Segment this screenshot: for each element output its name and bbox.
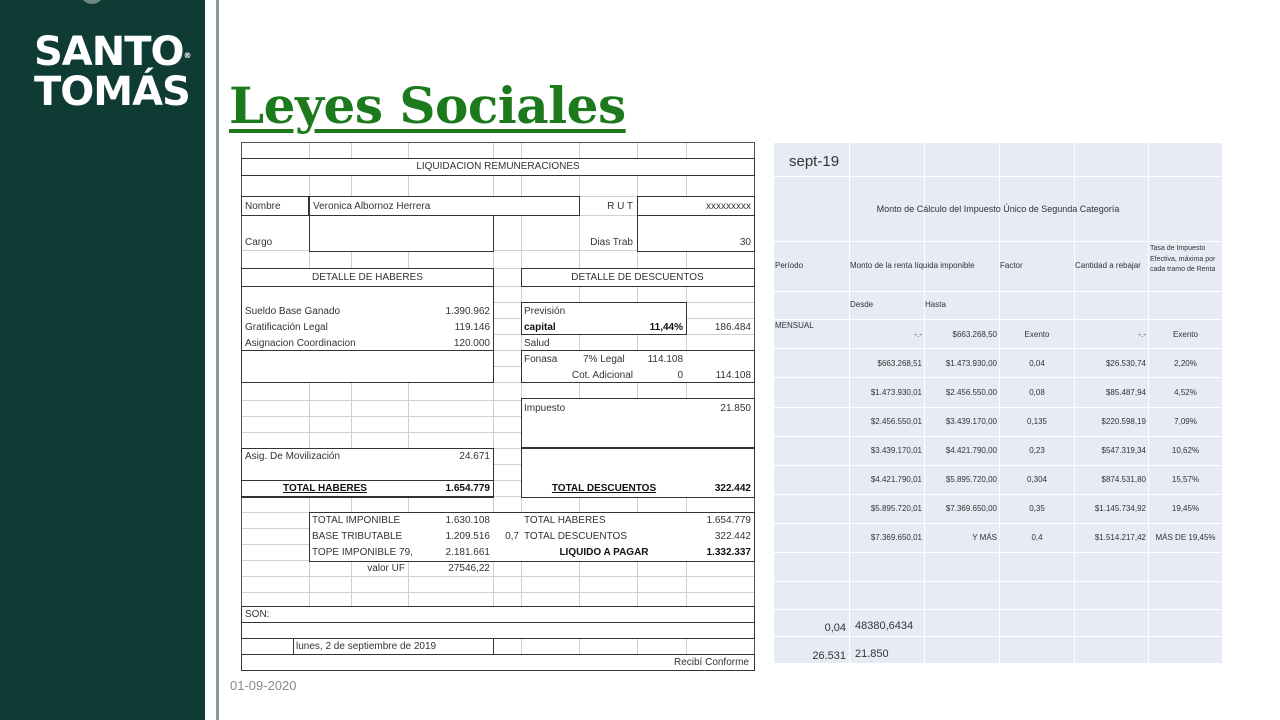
capital-pct: 11,44% xyxy=(649,322,683,333)
santo-tomas-logo: SANTO® TOMÁS xyxy=(34,29,191,115)
tax-row-hasta: $3.439.170,00 xyxy=(945,417,997,426)
tax-row-factor: 0,135 xyxy=(1026,417,1048,426)
total-descuentos-value: 322.442 xyxy=(714,483,751,494)
tax-row-hasta: $5.895.720,00 xyxy=(945,475,997,484)
liquido-value: 1.332.337 xyxy=(706,547,751,558)
tax-row-hasta: $2.456.550,00 xyxy=(945,388,997,397)
sheet-header: LIQUIDACION REMUNERACIONES xyxy=(416,161,580,172)
tax-row-tasa: 10,62% xyxy=(1171,446,1200,455)
calc-rebaja: 26.531 xyxy=(812,650,846,662)
sum-descuentos-value: 322.442 xyxy=(714,531,751,542)
base-factor: 0,7 xyxy=(505,531,519,542)
col-desde: Desde xyxy=(850,300,874,309)
tax-row-hasta: Y MÁS xyxy=(972,533,997,542)
tax-row-desde: -.- xyxy=(914,330,922,339)
col-monto: Monto de la renta líquida imponible xyxy=(850,261,975,270)
tax-row-rebajar: $874.531,80 xyxy=(1101,475,1146,484)
tax-row-rebajar: $1.514.217,42 xyxy=(1094,533,1146,542)
period-label: sept-19 xyxy=(789,153,840,170)
tope-value: 2.181.661 xyxy=(445,547,490,558)
tax-row-hasta: $4.421.790,00 xyxy=(945,446,997,455)
sum-haberes-value: 1.654.779 xyxy=(706,515,751,526)
col-periodo: Período xyxy=(775,261,804,270)
tax-row-factor: 0,23 xyxy=(1029,446,1045,455)
tax-row-tasa: 2,20% xyxy=(1174,359,1197,368)
nombre-value: Veronica Albornoz Herrera xyxy=(313,201,431,212)
tax-row-desde: $2.456.550,01 xyxy=(870,417,922,426)
tax-title: Monto de Cálculo del Impuesto Único de Segunda Categoría xyxy=(876,204,1120,214)
tax-row-tasa: Exento xyxy=(1173,330,1198,339)
rut-label: R U T xyxy=(607,201,633,212)
haber-value: 119.146 xyxy=(454,322,490,333)
tax-row-desde: $1.473.930,01 xyxy=(870,388,922,397)
tax-row-desde: $7.369.650,01 xyxy=(870,533,922,542)
base-tributable-value: 1.209.516 xyxy=(445,531,490,542)
capital-label: capital xyxy=(524,322,556,333)
total-imponible-value: 1.630.108 xyxy=(445,515,490,526)
tax-row-factor: 0,35 xyxy=(1029,504,1045,513)
tax-row-tasa: 19,45% xyxy=(1171,504,1200,513)
liquido-label: LIQUIDO A PAGAR xyxy=(559,547,649,558)
tax-row-hasta: $1.473.930,00 xyxy=(945,359,997,368)
mensual-label: MENSUAL xyxy=(775,321,814,330)
tax-row-desde: $3.439.170,01 xyxy=(870,446,922,455)
tax-row-tasa: 4,52% xyxy=(1174,388,1197,397)
recibi-text: Recibí Conforme xyxy=(673,657,749,668)
movilizacion-value: 24.671 xyxy=(459,451,490,462)
tax-row-factor: 0,04 xyxy=(1029,359,1045,368)
total-descuentos-label: TOTAL DESCUENTOS xyxy=(551,483,657,494)
tax-row-rebajar: $26.530,74 xyxy=(1105,359,1146,368)
son-label: SON: xyxy=(245,609,270,620)
sum-descuentos-label: TOTAL DESCUENTOS xyxy=(524,531,627,542)
sum-haberes-label: TOTAL HABERES xyxy=(524,515,606,526)
calc-product: 48380,6434 xyxy=(855,620,914,632)
tax-row-hasta: $7.369.650,00 xyxy=(945,504,997,513)
prevision-label: Previsión xyxy=(524,306,566,317)
payroll-sheet xyxy=(241,142,755,671)
col-rebajar: Cantidad a rebajar xyxy=(1075,261,1141,270)
haber-label: Sueldo Base Ganado xyxy=(245,306,341,317)
cot-label: Cot. Adicional xyxy=(571,370,633,381)
slide-title: Leyes Sociales xyxy=(229,76,626,135)
tax-row-factor: 0,4 xyxy=(1031,533,1043,542)
tax-row-rebajar: $1.145.734,92 xyxy=(1094,504,1146,513)
capital-value: 186.484 xyxy=(714,322,751,333)
col-factor: Factor xyxy=(1000,261,1023,270)
total-imponible-label: TOTAL IMPONIBLE xyxy=(312,515,401,526)
tax-row-rebajar: -.- xyxy=(1138,330,1146,339)
tax-table xyxy=(774,143,1222,663)
fecha-text: lunes, 2 de septiembre de 2019 xyxy=(296,641,437,652)
haber-label: Asignacion Coordinacion xyxy=(245,338,356,349)
uf-label: valor UF xyxy=(367,563,405,574)
salud-label: Salud xyxy=(524,338,550,349)
impuesto-label: Impuesto xyxy=(524,403,566,414)
calc-result: 21.850 xyxy=(855,648,889,660)
calc-factor: 0,04 xyxy=(824,622,846,634)
tax-row-rebajar: $85.487,94 xyxy=(1105,388,1146,397)
tax-row-factor: 0,08 xyxy=(1029,388,1045,397)
nombre-label: Nombre xyxy=(245,201,281,212)
movilizacion-label: Asig. De Movilización xyxy=(245,451,341,462)
haberes-header: DETALLE DE HABERES xyxy=(312,272,423,283)
tax-row-rebajar: $220.598,19 xyxy=(1101,417,1146,426)
impuesto-value: 21.850 xyxy=(720,403,751,414)
tope-label: TOPE IMPONIBLE 79, xyxy=(312,547,413,558)
tax-row-factor: Exento xyxy=(1024,330,1050,339)
total-haberes-value: 1.654.779 xyxy=(445,483,490,494)
haber-value: 1.390.962 xyxy=(445,306,490,317)
tax-row-tasa: 7,09% xyxy=(1174,417,1197,426)
total-haberes-label: TOTAL HABERES xyxy=(283,483,367,494)
cot-value: 0 xyxy=(677,370,683,381)
fonasa-value: 114.108 xyxy=(647,354,683,365)
haber-value: 120.000 xyxy=(453,338,490,349)
footer-date: 01-09-2020 xyxy=(230,678,297,693)
fonasa-pct: 7% Legal xyxy=(583,354,625,365)
dias-label: Dias Trab xyxy=(590,237,633,248)
tax-row-desde: $663.268,51 xyxy=(877,359,922,368)
sidebar-divider xyxy=(216,0,219,720)
tax-row-tasa: MÁS DE 19,45% xyxy=(1155,533,1216,542)
tax-row-desde: $5.895.720,01 xyxy=(870,504,922,513)
tax-row-factor: 0,304 xyxy=(1026,475,1048,484)
col-hasta: Hasta xyxy=(925,300,946,309)
uf-value: 27546,22 xyxy=(448,563,490,574)
dias-value: 30 xyxy=(739,237,751,248)
tax-row-tasa: 15,57% xyxy=(1171,475,1200,484)
tax-row-rebajar: $547.319,34 xyxy=(1101,446,1146,455)
sidebar-panel xyxy=(0,0,205,720)
logo-arc xyxy=(80,0,104,4)
tax-row-hasta: $663.268,50 xyxy=(952,330,997,339)
tax-row-desde: $4.421.790,01 xyxy=(870,475,922,484)
cot-total: 114.108 xyxy=(715,370,751,381)
fonasa-label: Fonasa xyxy=(524,354,558,365)
rut-value: xxxxxxxxx xyxy=(706,201,751,212)
base-tributable-label: BASE TRIBUTABLE xyxy=(312,531,403,542)
descuentos-header: DETALLE DE DESCUENTOS xyxy=(571,272,704,283)
cargo-label: Cargo xyxy=(245,237,273,248)
haber-label: Gratificación Legal xyxy=(245,322,328,333)
col-tasa: Tasa de Impuesto Efectiva, máxima por cada tramo de Renta xyxy=(1150,245,1216,273)
